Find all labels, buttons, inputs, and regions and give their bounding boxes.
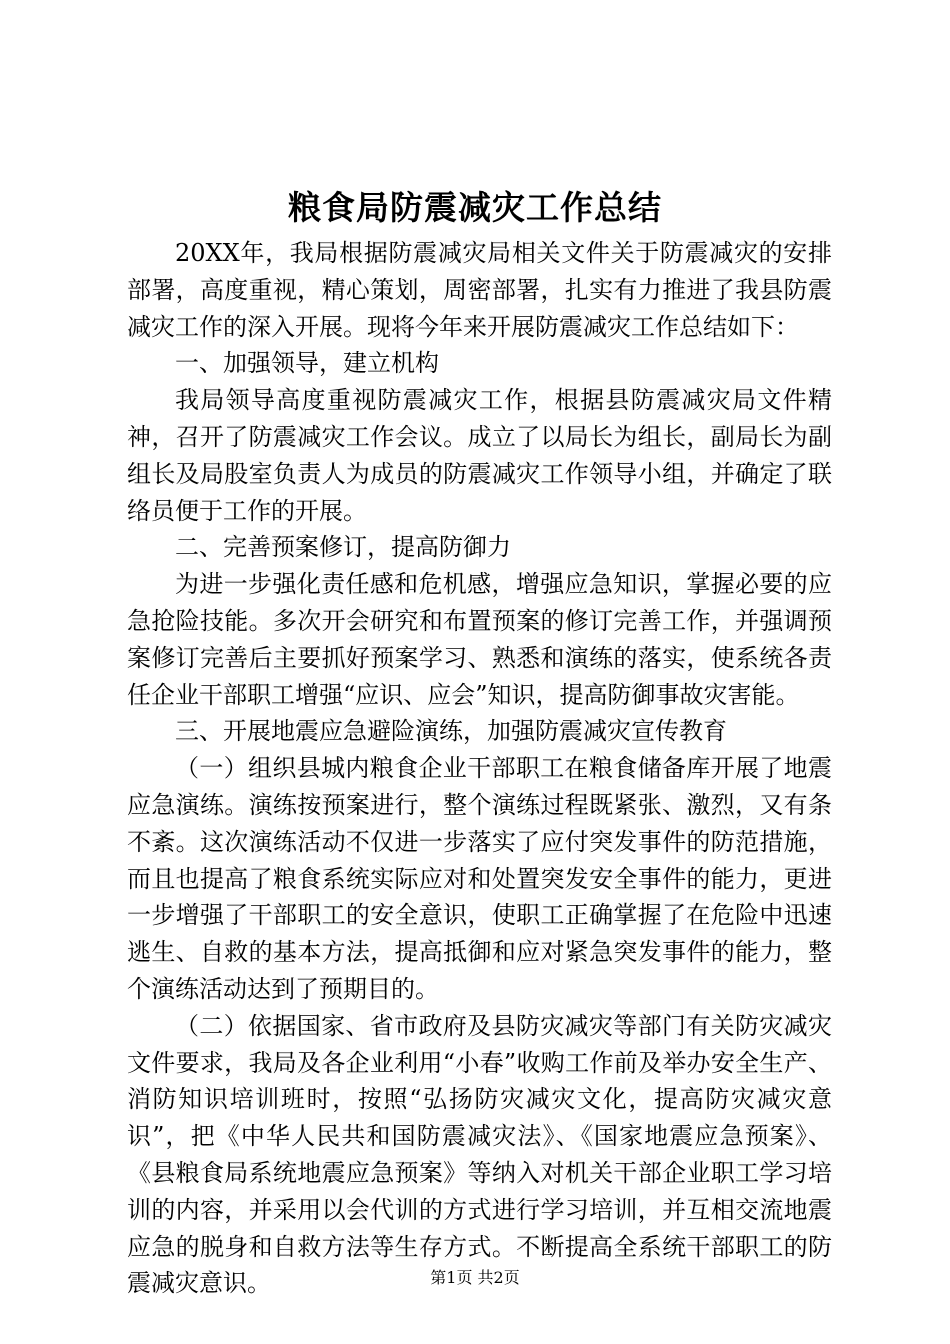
section-3-paragraph-1: （一）组织县城内粮食企业干部职工在粮食储备库开展了地震应急演练。演练按预案进行，整个演练过程既紧张、激烈，又有条不紊。这次演练活动不仅进一步落实了应付突发事件的防范措施，而且也提高了粮食系统实际应对和处置突发安全事件的能力，更进一步增强了干部职工的安全意识，使职工正确掌握了在危险中迅速逃生、自救的基本方法，提高抵御和应对紧急突发事件的能力，整个演练活动达到了预期目的。 — [127, 754, 832, 1003]
section-heading-1: 一、加强领导，建立机构 — [175, 349, 439, 378]
section-3-paragraph-2: （二）依据国家、省市政府及县防灾减灾等部门有关防灾减灾文件要求，我局及各企业利用“小春”收购工作前及举办安全生产、消防知识培训班时，按照“弘扬防灾减灾文化，提高防灾减灾意识”，把《中华人民共和国防震减灾法》、《国家地震应急预案》、《县粮食局系统地震应急预案》等纳入对机关干部企业职工学习培训的内容，并采用以会代训的方式进行学习培训，并互相交流地震应急的脱身和自救方法等生存方式。不断提高全系统干部职工的防震减灾意识。 — [127, 1011, 832, 1298]
document-body — [127, 235, 832, 1302]
section-heading-2: 二、完善预案修订，提高防御力 — [175, 533, 511, 562]
page-number-footer: 第1页 共2页 — [430, 1268, 520, 1287]
intro-paragraph: 20XX年，我局根据防震减灾局相关文件关于防震减灾的安排部署，高度重视，精心策划，周密部署，扎实有力推进了我县防震减灾工作的深入开展。现将今年来开展防震减灾工作总结如下： — [127, 239, 832, 341]
section-1-paragraph: 我局领导高度重视防震减灾工作，根据县防震减灾局文件精神，召开了防震减灾工作会议。成立了以局长为组长，副局长为副组长及局股室负责人为成员的防震减灾工作领导小组，并确定了联络员便于工作的开展。 — [127, 386, 832, 525]
section-heading-3: 三、开展地震应急避险演练，加强防震减灾宣传教育 — [175, 717, 727, 746]
section-2-paragraph: 为进一步强化责任感和危机感，增强应急知识，掌握必要的应急抢险技能。多次开会研究和布置预案的修订完善工作，并强调预案修订完善后主要抓好预案学习、熟悉和演练的落实，使系统各责任企业干部职工增强“应识、应会”知识，提高防御事故灾害能。 — [127, 570, 832, 709]
document-title: 粮食局防震减灾工作总结 — [288, 188, 662, 227]
